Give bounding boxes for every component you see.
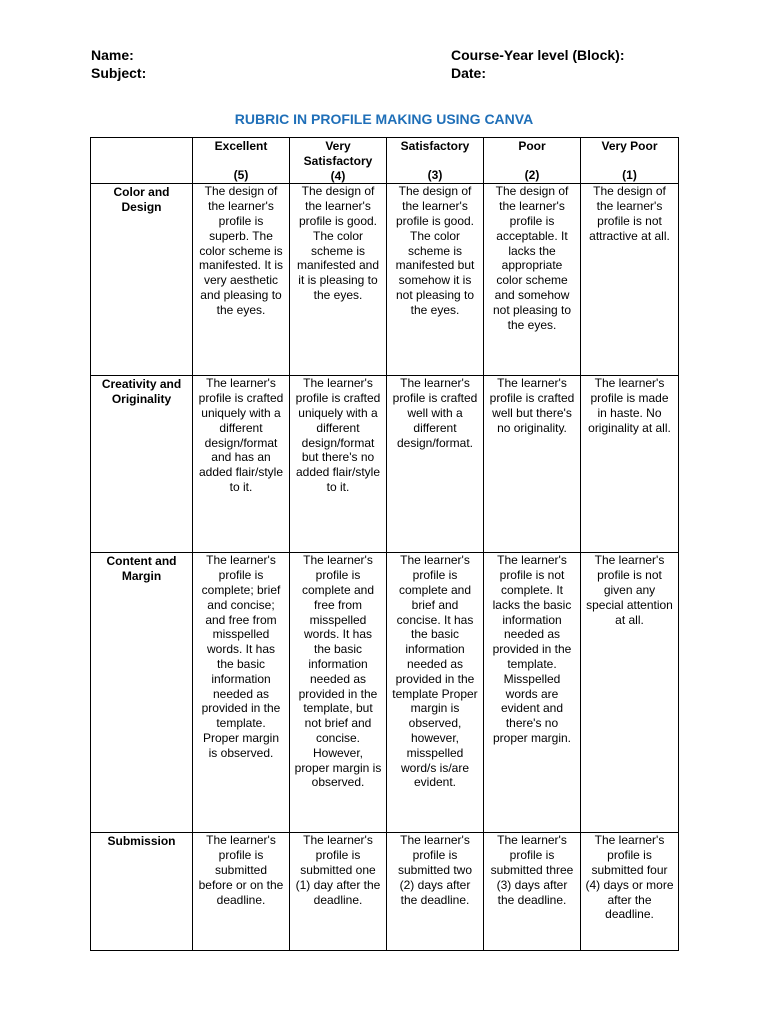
column-header (387, 138, 484, 184)
page-title: RUBRIC IN PROFILE MAKING USING CANVA (234, 111, 534, 127)
column-header (484, 138, 581, 184)
header-cell-empty (91, 138, 193, 184)
header-course-label: Course-Year level (Block): (451, 47, 625, 63)
descriptor-cell: The learner's profile is not given any special attention at all. (581, 553, 679, 833)
descriptor-cell: The learner's profile is crafted well with a different design/format. (387, 376, 484, 553)
rating-score: (1) (622, 167, 637, 182)
rating-label: Very Poor (601, 139, 658, 153)
descriptor-cell: The design of the learner's profile is superb. The color scheme is manifested. It is very aesthetic and pleasing to the eyes. (193, 184, 290, 376)
descriptor-cell: The design of the learner's profile is good. The color scheme is manifested and it is pleasing to the eyes. (290, 184, 387, 376)
table-row (91, 376, 679, 553)
header-date-label: Date: (451, 65, 487, 81)
descriptor-cell: The learner's profile is submitted before or on the deadline. (193, 833, 290, 951)
column-header (581, 138, 679, 184)
descriptor-cell: The design of the learner's profile is acceptable. It lacks the appropriate color scheme and somehow not pleasing to the eyes. (484, 184, 581, 376)
table-row (91, 553, 679, 833)
header-subject-label: Subject: (91, 65, 147, 81)
rating-score: (4) (330, 168, 346, 183)
descriptor-cell: The design of the learner's profile is not attractive at all. (581, 184, 679, 376)
column-header (193, 138, 290, 184)
descriptor-cell: The learner's profile is submitted four (4) days or more after the deadline. (581, 833, 679, 951)
descriptor-cell: The design of the learner's profile is good. The color scheme is manifested but somehow it is not pleasing to the eyes. (387, 184, 484, 376)
table-row (91, 833, 679, 951)
header-name-label: Name: (91, 47, 134, 63)
descriptor-cell: The learner's profile is crafted uniquely with a different design/format and has an added flair/style to it. (193, 376, 290, 553)
rating-label: Excellent (214, 139, 268, 153)
descriptor-cell: The learner's profile is submitted one (1) day after the deadline. (290, 833, 387, 951)
descriptor-cell: The learner's profile is made in haste. No originality at all. (581, 376, 679, 553)
descriptor-cell: The learner's profile is complete; brief and concise; and free from misspelled words. It has the basic information needed as provided in the template. Proper margin is observed. (193, 553, 290, 833)
rating-score: (3) (427, 167, 443, 182)
criterion-cell: Color and Design (91, 184, 193, 376)
criterion-cell: Submission (91, 833, 193, 951)
descriptor-cell: The learner's profile is not complete. It lacks the basic information needed as provided in the template. Misspelled words are evident and there's no proper margin. (484, 553, 581, 833)
criterion-cell: Content and Margin (91, 553, 193, 833)
descriptor-cell: The learner's profile is complete and free from misspelled words. It has the basic information needed as provided in the template, but not brief and concise. However, proper margin is observed. (290, 553, 387, 833)
rubric-table (90, 137, 679, 951)
descriptor-cell: The learner's profile is crafted well but there's no originality. (484, 376, 581, 553)
rating-score: (5) (233, 167, 249, 182)
descriptor-cell: The learner's profile is submitted three (3) days after the deadline. (484, 833, 581, 951)
column-header (290, 138, 387, 184)
rating-label: Poor (518, 139, 546, 153)
descriptor-cell: The learner's profile is crafted uniquely with a different design/format but there's no added flair/style to it. (290, 376, 387, 553)
rating-score: (2) (524, 167, 540, 182)
descriptor-cell: The learner's profile is complete and brief and concise. It has the basic information needed as provided in the template Proper margin is observed, however, misspelled word/s is/are evident. (387, 553, 484, 833)
rating-label: Satisfactory (400, 139, 470, 153)
descriptor-cell: The learner's profile is submitted two (2) days after the deadline. (387, 833, 484, 951)
table-header-row (91, 138, 679, 184)
rating-label: Very Satisfactory (303, 139, 373, 168)
criterion-cell: Creativity and Originality (91, 376, 193, 553)
table-row (91, 184, 679, 376)
